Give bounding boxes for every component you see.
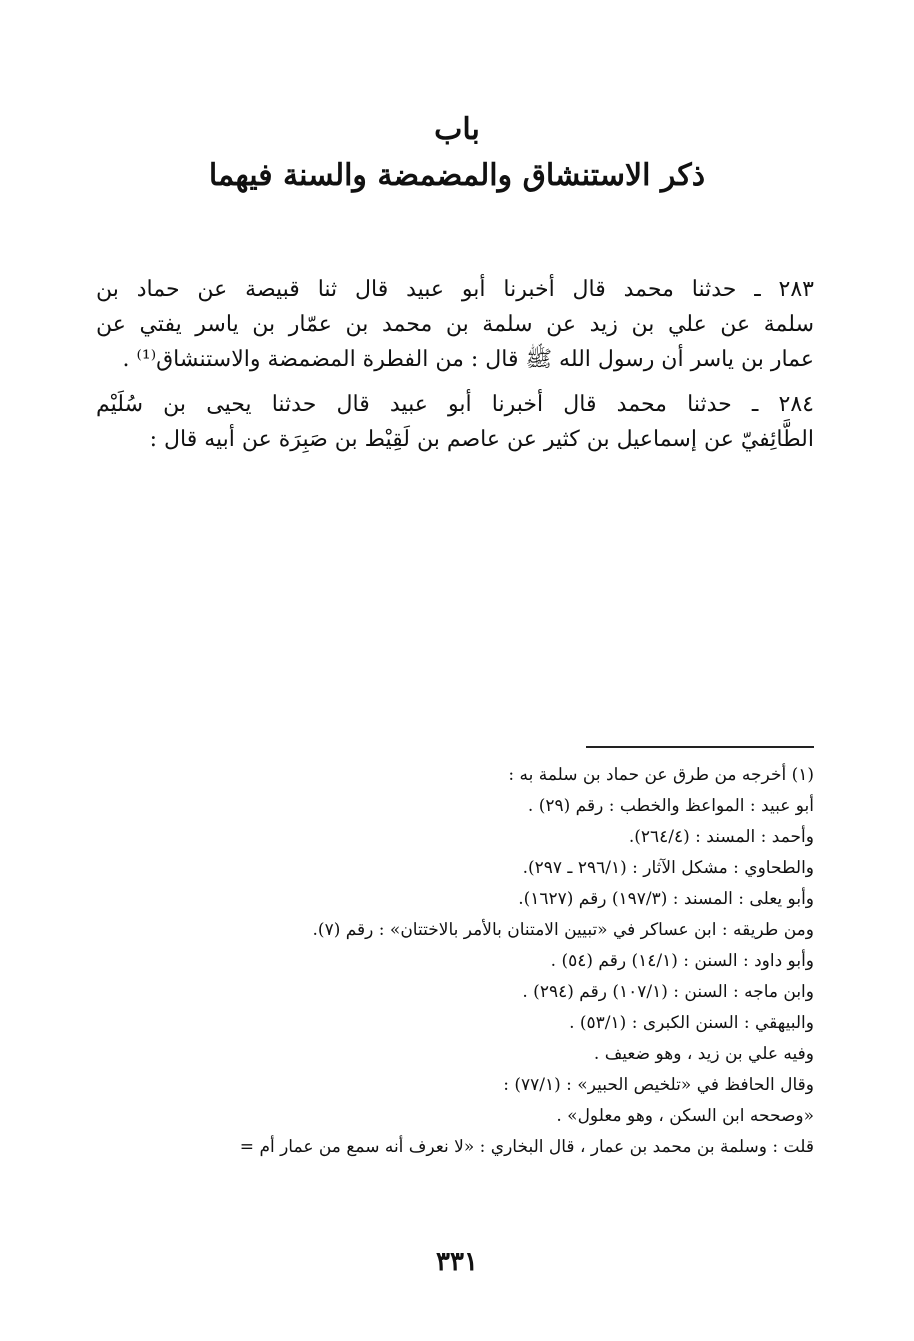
footnote-line: وأبو يعلى : المسند : (١٩٧/٣) رقم (١٦٢٧). bbox=[518, 889, 814, 909]
chapter-title: ذكر الاستنشاق والمضمضة والسنة فيهما bbox=[208, 158, 706, 193]
hadith-line: ٢٨٤ ـ حدثنا محمد قال أخبرنا أبو عبيد قال حدثنا يحيى بن سُلَيْم bbox=[96, 392, 814, 417]
footnote-line: قلت : وسلمة بن محمد بن عمار ، قال البخاري : «لا نعرف أنه سمع من عمار أم = bbox=[239, 1137, 814, 1157]
hadith-line: عمار بن ياسر أن رسول الله ﷺ قال : من الفطرة المضمضة والاستنشاق⁽¹⁾ . bbox=[122, 347, 814, 372]
footnote-line: (١) أخرجه من طرق عن حماد بن سلمة به : bbox=[508, 765, 814, 785]
footnote-line: وابن ماجه : السنن : (١٠٧/١) رقم (٢٩٤) . bbox=[522, 982, 814, 1002]
footnote-divider bbox=[586, 746, 814, 748]
chapter-label: باب bbox=[434, 112, 480, 147]
page-number: ٣٣١ bbox=[436, 1247, 478, 1277]
hadith-line: ٢٨٣ ـ حدثنا محمد قال أخبرنا أبو عبيد قال ثنا قبيصة عن حماد بن bbox=[96, 277, 814, 302]
chapter-heading bbox=[0, 108, 914, 198]
footnote-line: وأبو داود : السنن : (١٤/١) رقم (٥٤) . bbox=[550, 951, 814, 971]
footnote-line: والطحاوي : مشكل الآثار : (٢٩٦/١ ـ ٢٩٧). bbox=[522, 858, 814, 878]
footnote-line: ومن طريقه : ابن عساكر في «تبيين الامتنان بالأمر بالاختتان» : رقم (٧). bbox=[312, 920, 814, 940]
footnote-line: وقال الحافظ في «تلخيص الحبير» : (٧٧/١) : bbox=[503, 1075, 814, 1095]
main-text bbox=[96, 272, 814, 467]
hadith-line: سلمة عن علي بن زيد عن سلمة بن محمد بن عمّار بن ياسر يفتي عن bbox=[96, 312, 814, 337]
footnote-line: أبو عبيد : المواعظ والخطب : رقم (٢٩) . bbox=[527, 796, 814, 816]
hadith-line: الطَّائِفيّ عن إسماعيل بن كثير عن عاصم بن لَقِيْط بن صَبِرَة عن أبيه قال : bbox=[149, 427, 814, 452]
footnote-line: وفيه علي بن زيد ، وهو ضعيف . bbox=[593, 1044, 814, 1064]
footnote-line: وأحمد : المسند : (٢٦٤/٤). bbox=[628, 827, 814, 847]
footnote-line: «وصححه ابن السكن ، وهو معلول» . bbox=[556, 1106, 814, 1126]
hadith-284 bbox=[96, 387, 814, 457]
footnotes bbox=[80, 760, 814, 1163]
footnote-line: والبيهقي : السنن الكبرى : (٥٣/١) . bbox=[569, 1013, 814, 1033]
hadith-283 bbox=[96, 272, 814, 377]
